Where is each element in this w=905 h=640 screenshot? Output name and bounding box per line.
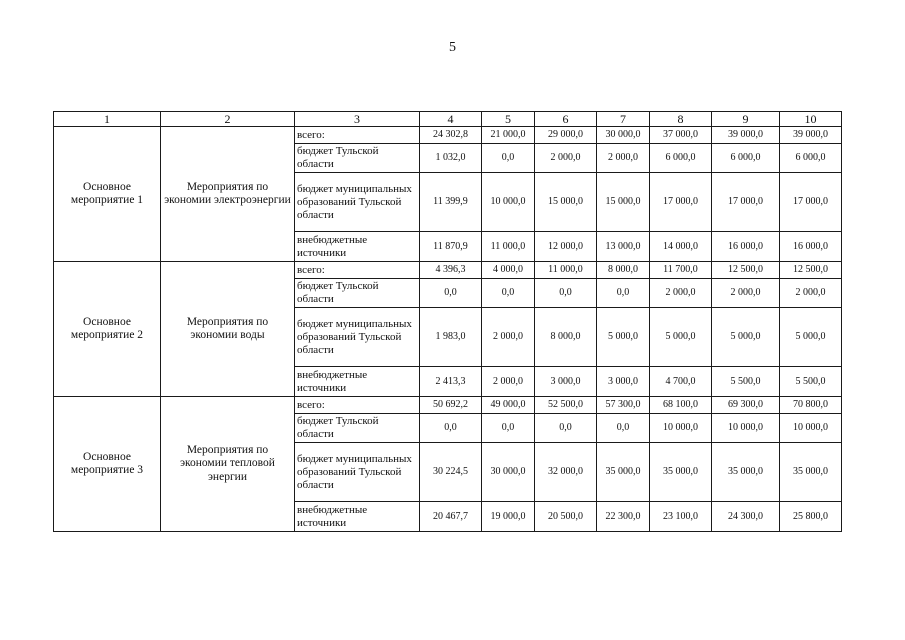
amount-cell: 0,0: [482, 144, 535, 173]
table-row: [54, 127, 842, 144]
amount-cell: 2 000,0: [780, 279, 842, 308]
amount-cell: 10 000,0: [650, 414, 712, 443]
amount-cell: 10 000,0: [482, 173, 535, 232]
column-header: 8: [650, 112, 712, 127]
amount-cell: 52 500,0: [535, 397, 597, 414]
amount-cell: 23 100,0: [650, 502, 712, 532]
column-header: 5: [482, 112, 535, 127]
amount-cell: 39 000,0: [780, 127, 842, 144]
amount-cell: 2 000,0: [535, 144, 597, 173]
amount-cell: 2 413,3: [420, 367, 482, 397]
amount-cell: 16 000,0: [780, 232, 842, 262]
amount-cell: 6 000,0: [780, 144, 842, 173]
amount-cell: 11 399,9: [420, 173, 482, 232]
budget-table: [53, 111, 842, 532]
amount-cell: 4 396,3: [420, 262, 482, 279]
table-row: [54, 397, 842, 414]
amount-cell: 2 000,0: [482, 367, 535, 397]
amount-cell: 10 000,0: [780, 414, 842, 443]
amount-cell: 30 224,5: [420, 443, 482, 502]
funding-source-cell: бюджет Тульской области: [295, 279, 420, 308]
amount-cell: 69 300,0: [712, 397, 780, 414]
amount-cell: 49 000,0: [482, 397, 535, 414]
amount-cell: 35 000,0: [650, 443, 712, 502]
amount-cell: 22 300,0: [597, 502, 650, 532]
amount-cell: 12 500,0: [712, 262, 780, 279]
amount-cell: 15 000,0: [535, 173, 597, 232]
column-header: 1: [54, 112, 161, 127]
amount-cell: 5 500,0: [712, 367, 780, 397]
event-name-cell: Основное мероприятие 1: [54, 127, 161, 262]
amount-cell: 5 000,0: [597, 308, 650, 367]
page-number: 5: [449, 40, 456, 55]
table-row: [54, 262, 842, 279]
amount-cell: 8 000,0: [535, 308, 597, 367]
table-body: [54, 127, 842, 532]
amount-cell: 35 000,0: [780, 443, 842, 502]
amount-cell: 35 000,0: [597, 443, 650, 502]
amount-cell: 3 000,0: [535, 367, 597, 397]
amount-cell: 35 000,0: [712, 443, 780, 502]
amount-cell: 57 300,0: [597, 397, 650, 414]
amount-cell: 19 000,0: [482, 502, 535, 532]
amount-cell: 39 000,0: [712, 127, 780, 144]
event-name-cell: Основное мероприятие 3: [54, 397, 161, 532]
amount-cell: 6 000,0: [712, 144, 780, 173]
amount-cell: 10 000,0: [712, 414, 780, 443]
amount-cell: 3 000,0: [597, 367, 650, 397]
funding-source-cell: всего:: [295, 262, 420, 279]
amount-cell: 2 000,0: [597, 144, 650, 173]
amount-cell: 15 000,0: [597, 173, 650, 232]
amount-cell: 12 500,0: [780, 262, 842, 279]
amount-cell: 24 300,0: [712, 502, 780, 532]
funding-source-cell: бюджет Тульской области: [295, 144, 420, 173]
amount-cell: 4 700,0: [650, 367, 712, 397]
column-header: 4: [420, 112, 482, 127]
amount-cell: 5 000,0: [712, 308, 780, 367]
amount-cell: 11 700,0: [650, 262, 712, 279]
funding-source-cell: внебюджетные источники: [295, 367, 420, 397]
amount-cell: 20 500,0: [535, 502, 597, 532]
amount-cell: 2 000,0: [650, 279, 712, 308]
amount-cell: 13 000,0: [597, 232, 650, 262]
amount-cell: 30 000,0: [597, 127, 650, 144]
funding-source-cell: внебюджетные источники: [295, 502, 420, 532]
amount-cell: 5 000,0: [780, 308, 842, 367]
amount-cell: 5 500,0: [780, 367, 842, 397]
column-header: 2: [161, 112, 295, 127]
amount-cell: 8 000,0: [597, 262, 650, 279]
amount-cell: 14 000,0: [650, 232, 712, 262]
amount-cell: 16 000,0: [712, 232, 780, 262]
amount-cell: 32 000,0: [535, 443, 597, 502]
amount-cell: 2 000,0: [712, 279, 780, 308]
funding-source-cell: всего:: [295, 127, 420, 144]
amount-cell: 5 000,0: [650, 308, 712, 367]
funding-source-cell: всего:: [295, 397, 420, 414]
amount-cell: 68 100,0: [650, 397, 712, 414]
column-header: 7: [597, 112, 650, 127]
amount-cell: 0,0: [597, 414, 650, 443]
column-header: 3: [295, 112, 420, 127]
amount-cell: 30 000,0: [482, 443, 535, 502]
amount-cell: 17 000,0: [780, 173, 842, 232]
amount-cell: 24 302,8: [420, 127, 482, 144]
amount-cell: 0,0: [535, 279, 597, 308]
amount-cell: 0,0: [597, 279, 650, 308]
amount-cell: 4 000,0: [482, 262, 535, 279]
amount-cell: 70 800,0: [780, 397, 842, 414]
amount-cell: 25 800,0: [780, 502, 842, 532]
column-header: 9: [712, 112, 780, 127]
event-name-cell: Основное мероприятие 2: [54, 262, 161, 397]
amount-cell: 0,0: [420, 414, 482, 443]
amount-cell: 1 032,0: [420, 144, 482, 173]
funding-source-cell: бюджет муниципальных образований Тульской области: [295, 173, 420, 232]
amount-cell: 11 870,9: [420, 232, 482, 262]
amount-cell: 0,0: [482, 279, 535, 308]
measure-name-cell: Мероприятия по экономии тепловой энергии: [161, 397, 295, 532]
amount-cell: 50 692,2: [420, 397, 482, 414]
amount-cell: 2 000,0: [482, 308, 535, 367]
amount-cell: 1 983,0: [420, 308, 482, 367]
amount-cell: 37 000,0: [650, 127, 712, 144]
measure-name-cell: Мероприятия по экономии воды: [161, 262, 295, 397]
amount-cell: 0,0: [482, 414, 535, 443]
amount-cell: 0,0: [420, 279, 482, 308]
amount-cell: 20 467,7: [420, 502, 482, 532]
column-header: 10: [780, 112, 842, 127]
amount-cell: 6 000,0: [650, 144, 712, 173]
measure-name-cell: Мероприятия по экономии электроэнергии: [161, 127, 295, 262]
funding-source-cell: бюджет муниципальных образований Тульской области: [295, 308, 420, 367]
header-row: [54, 112, 842, 127]
funding-source-cell: бюджет муниципальных образований Тульской области: [295, 443, 420, 502]
amount-cell: 0,0: [535, 414, 597, 443]
funding-source-cell: бюджет Тульской области: [295, 414, 420, 443]
amount-cell: 11 000,0: [535, 262, 597, 279]
amount-cell: 11 000,0: [482, 232, 535, 262]
amount-cell: 12 000,0: [535, 232, 597, 262]
funding-source-cell: внебюджетные источники: [295, 232, 420, 262]
amount-cell: 29 000,0: [535, 127, 597, 144]
amount-cell: 17 000,0: [712, 173, 780, 232]
amount-cell: 21 000,0: [482, 127, 535, 144]
amount-cell: 17 000,0: [650, 173, 712, 232]
column-header: 6: [535, 112, 597, 127]
